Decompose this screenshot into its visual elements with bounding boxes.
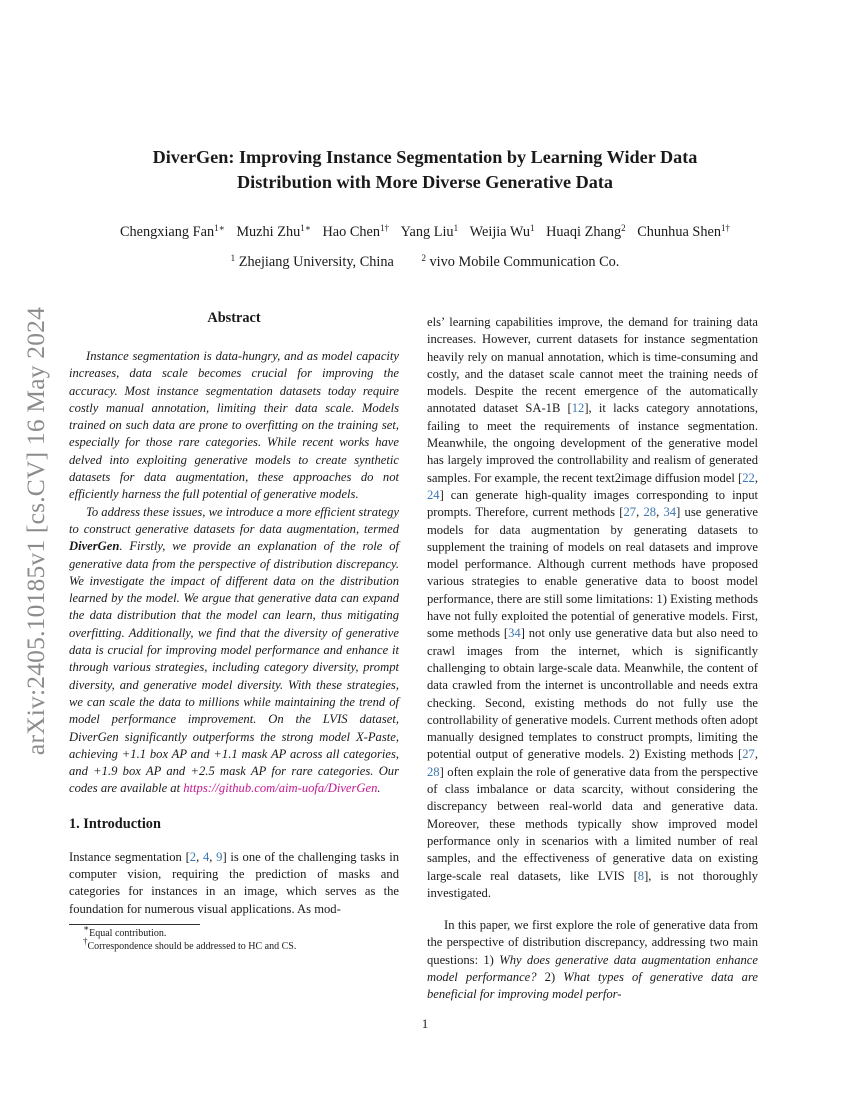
author: Muzhi Zhu$^{1∗}$ — [236, 223, 311, 240]
author: Chengxiang Fan$^{1∗}$ — [119, 223, 225, 240]
citation-link[interactable]: 22 — [742, 470, 755, 485]
citation-link[interactable]: 8 — [637, 868, 645, 883]
abstract-heading: Abstract — [207, 310, 261, 326]
abstract-paragraph-2: To address these issues, we introduce a more efficient strategy to construct generative datasets for data augmentation, termed DiverGen. Firstly, we provide an explanation of the role of generative data from the perspective of distribution discrepancy. We investigate the impact of different data on the distribution learned by the model. We argue that generative data can expand the data distribution that the model can learn, thus mitigating overfitting. Additionally, we find that the diversity of generative data is crucial for improving model performance and enhance it through various strategies, including category diversity, prompt diversity, and generative model diversity. With these strategies, we can scale the data to millions while maintaining the trend of model performance improvement. On the LVIS dataset, DiverGen significantly outperforms the strong model X-Paste, achieving +1.1 box AP and +1.1 mask AP across all categories, and +1.9 box AP and +2.5 mask AP for rare categories. Our codes are available at https://github.com/aim-uofa/DiverGen. — [69, 504, 399, 796]
intro-paragraph-2: In this paper, we first explore the role of generative data from the perspective of distribution discrepancy, addressing two main questions: 1) Why does generative data augmentation enhance model performance? 2) What types of generative data are beneficial for improving model perfor- — [427, 918, 758, 1002]
intro-paragraph-continued: els’ learning capabilities improve, the demand for training data increases. However, current datasets for instance segmentation heavily rely on manual annotation, which is time-consuming and costly, and the dataset scale cannot meet the training needs of models. Despite the recent emergence of the automatically annotated dataset SA-1B [12], it lacks category annotations, failing to meet the requirements of instance segmentation. Meanwhile, the ongoing development of the generative model has largely improved the controllability and realism of generated samples. For example, the recent text2image diffusion model [22, 24] can generate high-quality images corresponding to input prompts. Therefore, current methods [27, 28, 34] use generative models for data augmentation by generating datasets to supplement the training of models on real datasets and improve model performance. Although current methods have proposed various strategies to enable generative data to boost model performance, there are still some limitations: 1) Existing methods have not fully exploited the potential of generative models. First, some methods [34] not only use generative data but also need to crawl images from the internet, which is significantly challenging to obtain large-scale data. Meanwhile, the content of data crawled from the internet is uncontrollable and needs extra checking. Second, existing methods do not fully use the controllability of generative models. Current methods often adopt manually designed templates to construct prompts, limiting the potential output of generative models. 2) Existing methods [27, 28] often explain the role of generative data from the perspective of class imbalance or data scarcity, without considering the discrepancy between real-world data and generative data. Moreover, these methods typically show improved model performance only in scenarios with a limited number of real samples, and the effectiveness of generative data on existing large-scale real datasets, like LVIS [8], is not thoroughly investigated. — [427, 315, 759, 900]
author: Huaqi Zhang$^2$ — [546, 223, 626, 240]
affiliation: $^2$ vivo Mobile Communication Co. — [421, 253, 620, 270]
left-column — [69, 310, 399, 953]
author-list — [40, 224, 810, 241]
title-line-2: Distribution with More Diverse Generative Data — [237, 172, 613, 192]
citation-link[interactable]: 24 — [427, 487, 440, 502]
method-name: DiverGen — [69, 539, 120, 554]
citation-link[interactable]: 34 — [508, 626, 521, 641]
section-heading-introduction: 1. Introduction — [69, 815, 161, 832]
citation-link[interactable]: 4 — [202, 849, 210, 864]
citation-link[interactable]: 27 — [742, 747, 755, 762]
citation-link[interactable]: 12 — [571, 401, 585, 416]
abstract-paragraph-1: Instance segmentation is data-hungry, and as model capacity increases, data scale becomes crucial for improving the accuracy. Most instance segmentation datasets today require costly manual annotation, limiting their data scale. Models trained on such data are prone to overfitting on the training set, especially for those rare categories. While recent works have delved into exploiting generative models to create synthetic datasets for data augmentation, these approaches do not efficiently harness the full potential of generative models. — [69, 349, 399, 502]
author: Yang Liu$^1$ — [400, 223, 459, 240]
paper-title — [70, 145, 780, 195]
arxiv-stamp-text: arXiv:2405.10185v1 [cs.CV] 16 May 2024 — [21, 306, 51, 756]
footnote-equal-contribution: ∗Equal contribution. — [83, 922, 167, 939]
page-number: 1 — [421, 1017, 429, 1031]
author: Hao Chen$^{1\dagger}$ — [322, 223, 390, 240]
author: Chunhua Shen$^{1\dagger}$ — [637, 223, 730, 240]
code-link[interactable]: https://github.com/aim-uofa/DiverGen — [183, 781, 378, 796]
title-line-1: DiverGen: Improving Instance Segmentation by Learning Wider Data — [152, 147, 698, 167]
affiliation: $^1$ Zhejiang University, China — [230, 253, 394, 270]
citation-link[interactable]: 2 — [189, 849, 197, 864]
right-column — [427, 314, 758, 1004]
arxiv-stamp — [20, 284, 52, 778]
citation-link[interactable]: 34 — [663, 505, 677, 520]
citation-link[interactable]: 28 — [643, 505, 657, 520]
intro-paragraph-1: Instance segmentation [2, 4, 9] is one of the challenging tasks in computer vision, requiring the prediction of masks and categories for instances in an image, which serves as the foundation for numerous visual applications. As mod- — [69, 849, 399, 916]
author: Weijia Wu$^1$ — [469, 223, 535, 240]
affiliation-list — [40, 254, 810, 271]
citation-link[interactable]: 27 — [623, 505, 637, 520]
abstract-body — [69, 348, 399, 798]
citation-link[interactable]: 9 — [216, 849, 223, 864]
footnote-correspondence: †Correspondence should be addressed to HC and CS. — [83, 935, 297, 952]
citation-link[interactable]: 28 — [427, 764, 440, 779]
